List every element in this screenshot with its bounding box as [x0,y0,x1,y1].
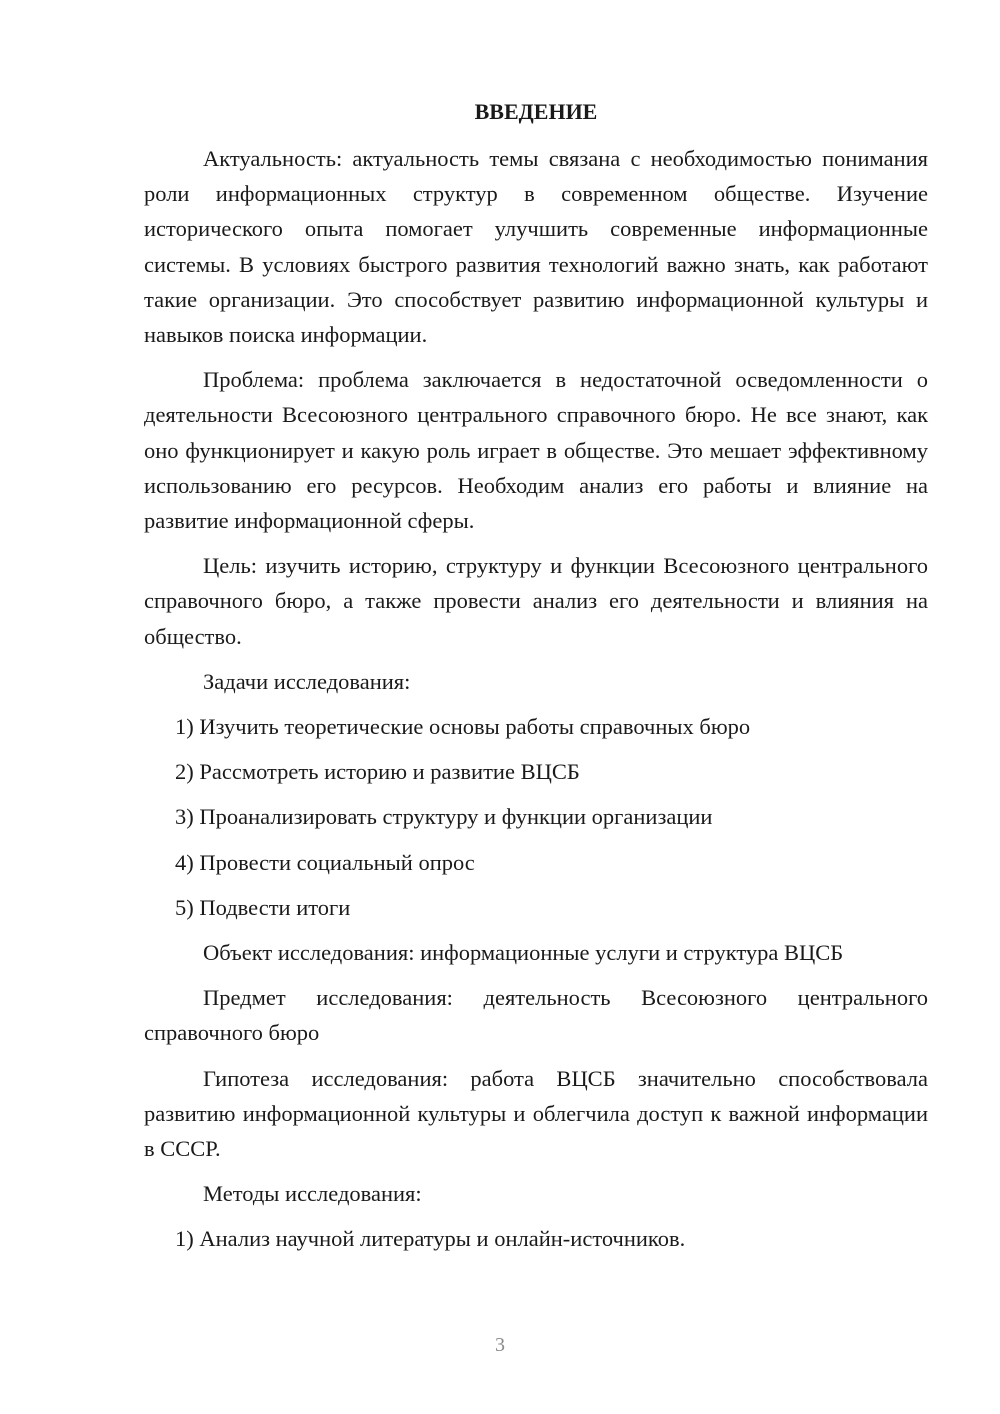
tasks-heading: Задачи исследования: [203,668,411,694]
goal-paragraph: Цель: изучить историю, структуру и функции Всесоюзного центрального справочного бюро, а также провести анализ его деятельности и влияния на общество. [144,553,928,649]
methods-heading: Методы исследования: [203,1181,422,1207]
task-item: 4) Провести социальный опрос [175,849,475,875]
page-number: 3 [495,1334,505,1356]
tasks-list [144,709,928,925]
task-item: 5) Подвести итоги [175,894,351,920]
page-content [144,94,928,1267]
task-item: 2) Рассмотреть историю и развитие ВЦСБ [175,759,580,785]
methods-list [144,1221,928,1256]
method-item: 1) Анализ научной литературы и онлайн-источников. [175,1226,686,1252]
relevance-paragraph: Актуальность: актуальность темы связана с необходимостью понимания роли информационных структур в современном обществе. Изучение исторического опыта помогает улучшить современные информационные системы. В условиях быстрого развития технологий важно знать, как работают такие организации. Это способствует развитию информационной культуры и навыков поиска информации. [144,146,928,348]
task-item: 3) Проанализировать структуру и функции организации [175,804,713,830]
page-title: ВВЕДЕНИЕ [474,99,598,124]
hypothesis-paragraph: Гипотеза исследования: работа ВЦСБ значительно способствовала развитию информационной культуры и облегчила доступ к важной информации в СССР. [144,1065,928,1162]
object-paragraph: Объект исследования: информационные услуги и структура ВЦСБ [203,940,844,966]
task-item: 1) Изучить теоретические основы работы справочных бюро [175,714,751,740]
subject-paragraph: Предмет исследования: деятельность Всесоюзного центрального справочного бюро [144,985,928,1046]
problem-paragraph: Проблема: проблема заключается в недостаточной осведомленности о деятельности Всесоюзного центрального справочного бюро. Не все знают, как оно функционирует и какую роль играет в обществе. Это мешает эффективному использованию его ресурсов. Необходим анализ его работы и влияние на развитие информационной сферы. [144,367,928,534]
